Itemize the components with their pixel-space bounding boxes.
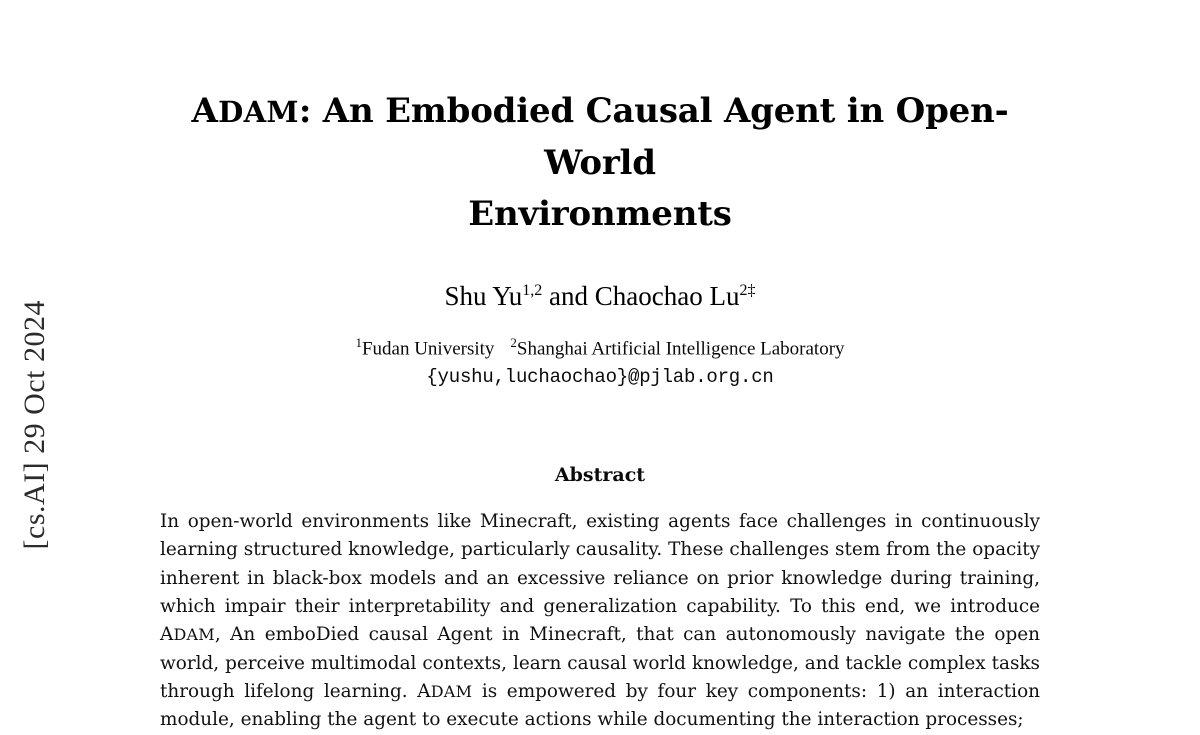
abstract-adam-mention-2: [417, 682, 472, 701]
page-title: [160, 0, 1040, 241]
title-smallcaps-adam: [191, 91, 299, 131]
abstract-heading: Abstract: [554, 463, 646, 486]
paper-column: [160, 0, 1040, 731]
abstract-text-part-2: , An emboDied causal Agent in Minecraft, that can autonomously navigate the open world, perceive multimodal contexts, learn causal world knowledge, and tackle complex tasks through lifelong learning.: [160, 624, 1040, 702]
abstract-adam-1-initial: A: [160, 624, 174, 646]
abstract-text-part-3: is empowered by four key components: 1) an interaction module, enabling the agent to execute actions while documenting the interaction processes;: [160, 680, 1040, 731]
contact-email: {yushu,luchaochao}@pjlab.org.cn: [426, 365, 774, 388]
affiliations: [160, 333, 1040, 364]
abstract-text-part-1: In open-world environments like Minecraft, existing agents face challenges in continuously learning structured knowledge, particularly causality. These challenges stem from the opacity inherent in black-box models and an excessive reliance on prior knowledge during training, which impair their interpretability and generalization capability. To this end, we introduce: [160, 510, 1040, 617]
abstract-adam-mention-1: [160, 625, 215, 644]
title-line2: Environments: [468, 194, 732, 235]
title-adam-rest: DAM: [218, 95, 299, 129]
abstract-adam-2-rest: DAM: [430, 681, 473, 701]
title-line1-rest: : An Embodied Causal Agent in Open-World: [298, 91, 1009, 183]
abstract-body: [160, 508, 1040, 735]
author-one-affil-marker: 1,2: [522, 282, 543, 300]
author-conjunction: and Chaochao Lu: [542, 281, 740, 312]
author-list: [160, 281, 1040, 312]
abstract-adam-1-rest: DAM: [173, 625, 215, 645]
affiliation-two-marker: 2: [510, 335, 517, 351]
affiliation-one: Fudan University: [361, 338, 495, 360]
abstract-adam-2-initial: A: [417, 680, 431, 702]
arxiv-identifier-stamp: [cs.AI] 29 Oct 2024: [18, 300, 51, 550]
author-two-affil-marker: 2‡: [739, 282, 756, 300]
affiliation-two: Shanghai Artificial Intelligence Laboratory: [516, 338, 845, 360]
affiliation-one-marker: 1: [355, 335, 362, 351]
author-one: Shu Yu: [444, 281, 523, 312]
title-adam-initial: A: [191, 91, 219, 131]
